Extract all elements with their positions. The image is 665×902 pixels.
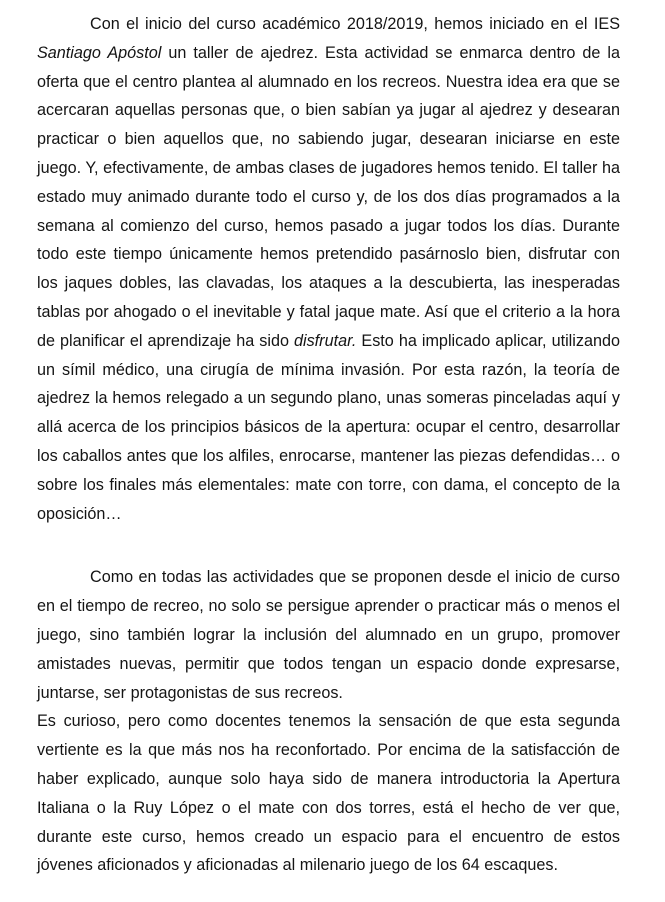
paragraph-1-part-c: un taller de ajedrez. Esta actividad se enmarca dentro de la oferta que el centro plantea al alumnado en los recreos. Nuestra idea era que se acercaran aquellas personas que, o bien sabían ya jugar al ajedrez y desearan practicar o bien aquellos que, no sabiendo jugar, desearan iniciarse en este juego. Y, efectivamente, de ambas clases de jugadores hemos tenido. El taller ha estado muy animado durante todo el curso y, de los dos días programados a la semana al comienzo del curso, hemos pasado a jugar todos los días. Durante todo este tiempo únicamente hemos pretendido pasárnoslo bien, disfrutar con los jaques dobles, las clavadas, los ataques a la descubierta, las inesperadas tablas por ahogado o el inevitable y fatal jaque mate. Así que el criterio a la hora de planificar el aprendizaje ha sido	[37, 43, 620, 350]
paragraph-3: Es curioso, pero como docentes tenemos la sensación de que esta segunda vertiente es la que más nos ha reconfortado. Por encima de la satisfacción de haber explicado, aunque solo haya sido de manera introductoria la Apertura Italiana o la Ruy López o el mate con dos torres, está el hecho de ver que, durante este curso, hemos creado un espacio para el encuentro de estos jóvenes aficionados y aficionadas al milenario juego de los 64 escaques.	[37, 712, 620, 875]
paragraph-spacer	[37, 528, 620, 563]
school-name: Santiago Apóstol	[37, 43, 162, 62]
paragraph-1	[37, 10, 620, 528]
paragraph-2: Como en todas las actividades que se proponen desde el inicio de curso en el tiempo de recreo, no solo se persigue aprender o practicar más o menos el juego, sino también lograr la inclusión del alumnado en un grupo, promover amistades nuevas, permitir que todos tengan un espacio donde expresarse, juntarse, ser protagonistas de sus recreos.	[37, 568, 620, 702]
document-body	[37, 10, 620, 880]
paragraph-1-part-e: Esto ha implicado aplicar, utilizando un símil médico, una cirugía de mínima invasión. Por esta razón, la teoría de ajedrez la hemos relegado a un segundo plano, unas someras pinceladas aquí y allá acerca de los principios básicos de la apertura: ocupar el centro, desarrollar los caballos antes que los alfiles, enrocarse, mantener las piezas defendidas… o sobre los finales más elementales: mate con torre, con dama, el concepto de la oposición…	[37, 331, 620, 523]
emphasis-disfrutar: disfrutar.	[293, 331, 357, 350]
paragraph-1-part-a: Con el inicio del curso académico 2018/2019, hemos iniciado en el IES	[90, 15, 620, 33]
